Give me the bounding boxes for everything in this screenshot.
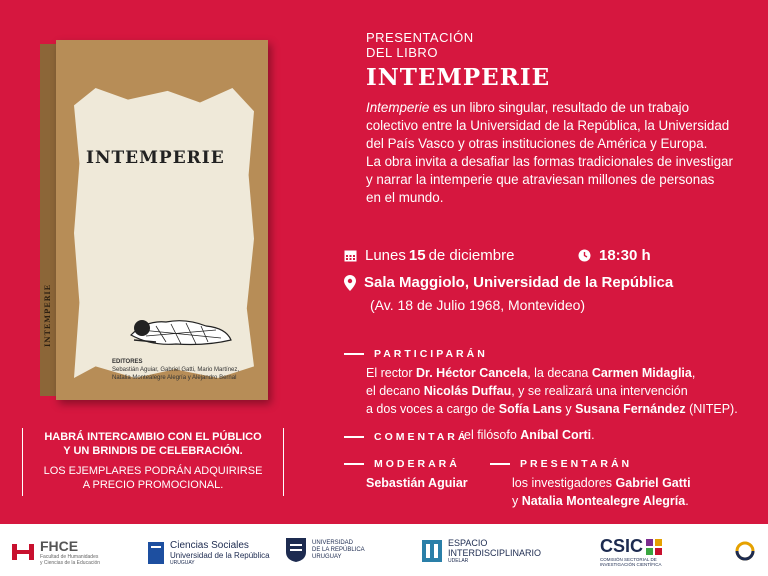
presentation-kicker: PRESENTACIÓN DEL LIBRO [366, 30, 474, 60]
udelar-logo: UNIVERSIDAD DE LA REPÚBLICA URUGUAY [286, 538, 365, 562]
moderator-label: MODERARÁ [344, 458, 460, 470]
note-line-4: A PRECIO PROMOCIONAL. [82, 479, 224, 491]
espacio-interdisciplinario-mark-icon [422, 540, 442, 562]
participants-label: PARTICIPARÁN [344, 348, 488, 360]
participants-text: El rector Dr. Héctor Cancela, la decana Carmen Midaglia, el decano Nicolás Duffau, y se realizará una intervención a dos voces a cargo de Sofía Lans y Susana Fernández (NITEP). [366, 366, 738, 416]
commentator-text: el filósofo Aníbal Corti. [464, 428, 595, 442]
fhce-logo: FHCE Facultad de Humanidades y Ciencias de la Educación [12, 538, 100, 566]
book-description: Intemperie es un libro singular, resultado de un trabajo colectivo entre la Universidad de la República, la Universidad del País Vasco y otras instituciones de América y Europa. La obra invita a desafiar las formas tradicionales de investigar y narrar la intemperie que atraviesan millones de personas en el mundo. [366, 100, 733, 205]
csic-logo: CSIC COMISIÓN SECTORIAL DE INVESTIGACIÓN CIENTÍFICA [600, 536, 662, 567]
event-date: Lunes 15 de diciembre [344, 247, 514, 264]
book-credits: EDITORES Sebastián Aguiar, Gabriel Gatti, Mario Martínez, Natalia Montealegre Alegría y Alejandro Bernal [112, 359, 240, 381]
event-address: (Av. 18 de Julio 1968, Montevideo) [370, 297, 586, 313]
espacio-interdisciplinario-logo: ESPACIO INTERDISCIPLINARIO UDELAR [422, 538, 541, 564]
event-time: 18:30 h [578, 247, 651, 264]
moderator-name: Sebastián Aguiar [366, 476, 468, 490]
clock-icon [578, 249, 591, 262]
csic-squares-icon [646, 539, 662, 555]
book-spine-title: INTEMPERIE [43, 284, 52, 347]
sponsor-footer [0, 524, 768, 576]
note-line-3: LOS EJEMPLARES PODRÁN ADQUIRIRSE [43, 465, 263, 477]
presenters-label: PRESENTARÁN [490, 458, 632, 470]
calendar-icon [344, 249, 357, 262]
circular-logo-icon [734, 540, 756, 562]
fhce-mark-icon [12, 541, 34, 563]
note-line-2: Y UN BRINDIS DE CELEBRACIÓN. [63, 445, 243, 457]
page-title: INTEMPERIE [366, 64, 551, 91]
ciencias-sociales-logo: Ciencias Sociales Universidad de la República URUGUAY [148, 540, 270, 566]
book-front [56, 40, 268, 400]
event-venue: Sala Maggiolo, Universidad de la República [344, 274, 673, 291]
book-title: INTEMPERIE [86, 148, 225, 168]
note-line-1: HABRÁ INTERCAMBIO CON EL PÚBLICO [44, 431, 262, 443]
presenters-text: los investigadores Gabriel Gatti y Natalia Montealegre Alegría. [512, 476, 691, 508]
ciencias-sociales-mark-icon [148, 542, 164, 564]
commentator-label: COMENTARÁ [344, 431, 468, 443]
sleeping-figure-illustration [126, 290, 236, 350]
location-pin-icon [344, 275, 356, 291]
udelar-shield-icon [286, 538, 306, 562]
book-cover-image [40, 40, 268, 400]
notes-box [22, 428, 284, 496]
